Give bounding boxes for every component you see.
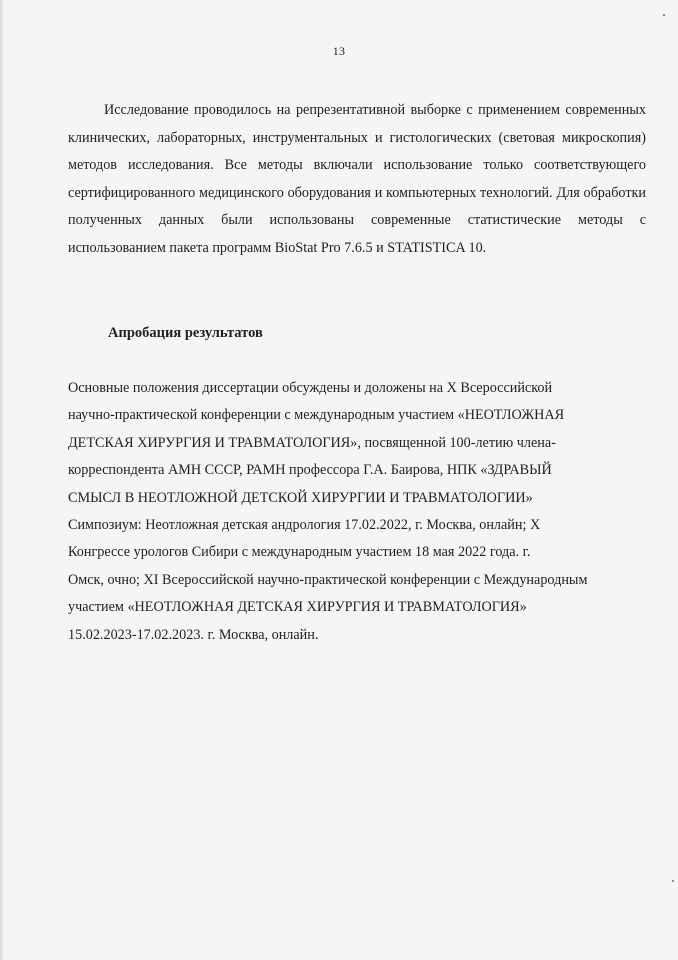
approbation-line: Омск, очно; XI Всероссийской научно-практической конференции с Международным (68, 571, 588, 588)
approbation-line: Основные положения диссертации обсуждены и доложены на X Всероссийской (68, 380, 553, 396)
approbation-line: СМЫСЛ В НЕОТЛОЖНОЙ ДЕТСКОЙ ХИРУРГИИ И ТРАВМАТОЛОГИИ» (68, 489, 533, 506)
approbation-line: Конгрессе урологов Сибири с международным участием 18 мая 2022 года. г. (68, 544, 531, 561)
approbation-paragraph (68, 375, 648, 649)
approbation-line: корреспондента АМН СССР, РАМН профессора Г.А. Баирова, НПК «ЗДРАВЫЙ (68, 462, 552, 479)
scan-speck (672, 880, 674, 882)
page-number: 13 (332, 44, 346, 58)
approbation-line: научно-практической конференции с международным участием «НЕОТЛОЖНАЯ (68, 407, 565, 424)
scan-edge-shadow (0, 0, 4, 960)
approbation-line: Симпозиум: Неотложная детская андрология 17.02.2022, г. Москва, онлайн; X (68, 517, 541, 534)
scan-speck (663, 14, 665, 16)
section-heading-approbation: Апробация результатов (108, 325, 263, 341)
approbation-line: участием «НЕОТЛОЖНАЯ ДЕТСКАЯ ХИРУРГИЯ И ТРАВМАТОЛОГИЯ» (68, 599, 527, 616)
approbation-line: ДЕТСКАЯ ХИРУРГИЯ И ТРАВМАТОЛОГИЯ», посвященной 100-летию члена- (68, 434, 556, 451)
approbation-line: 15.02.2023-17.02.2023. г. Москва, онлайн. (68, 626, 319, 643)
methods-paragraph: Исследование проводилось на репрезентативной выборке с применением современных клинических, лабораторных, инструментальных и гистологических (световая микроскопия) методов исследования. Все методы включали использование только соответствующего сертифицированного медицинского оборудования и компьютерных технологий. Для обработки полученных данных были использованы современные статистические методы с использованием пакета программ BioStat Pro 7.6.5 и STATISTICA 10. (68, 102, 646, 256)
